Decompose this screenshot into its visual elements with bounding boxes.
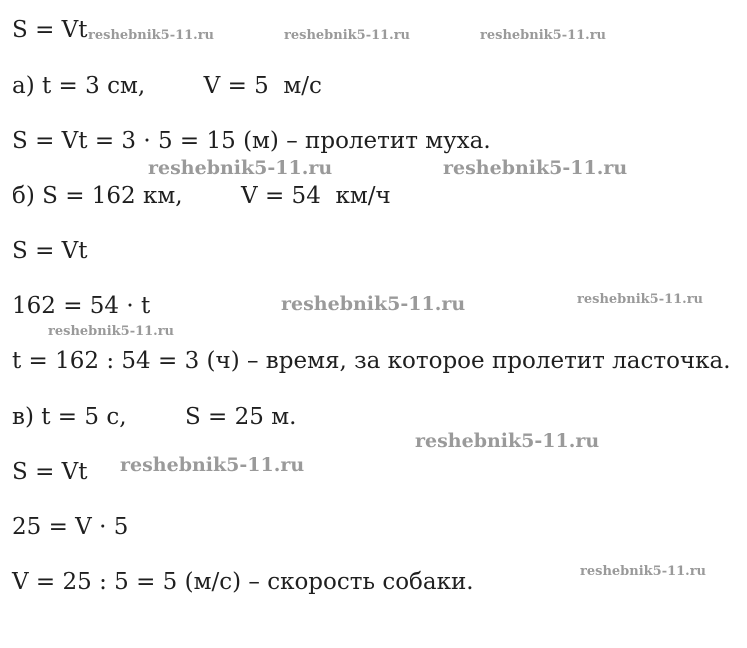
formula-line: S = Vt xyxy=(12,17,88,43)
watermark: reshebnik5-11.ru xyxy=(88,28,215,43)
watermark: reshebnik5-11.ru xyxy=(577,292,704,307)
case-a-solution: S = Vt = 3 · 5 = 15 (м) – пролетит муха. xyxy=(12,128,491,154)
watermark: reshebnik5-11.ru xyxy=(281,293,466,315)
case-c-formula: S = Vt xyxy=(12,459,88,485)
watermark: reshebnik5-11.ru xyxy=(48,324,175,339)
watermark: reshebnik5-11.ru xyxy=(580,564,707,579)
case-b-equation: 162 = 54 · t xyxy=(12,293,151,319)
case-b-solution: t = 162 : 54 = 3 (ч) – время, за которое пролетит ласточка. xyxy=(12,348,731,374)
case-b-given: б) S = 162 км, V = 54 км/ч xyxy=(12,183,391,209)
watermark: reshebnik5-11.ru xyxy=(148,157,333,179)
watermark: reshebnik5-11.ru xyxy=(415,430,600,452)
watermark: reshebnik5-11.ru xyxy=(443,157,628,179)
watermark: reshebnik5-11.ru xyxy=(284,28,411,43)
case-a-given: а) t = 3 см, V = 5 м/с xyxy=(12,73,322,99)
watermark: reshebnik5-11.ru xyxy=(120,454,305,476)
case-c-given: в) t = 5 с, S = 25 м. xyxy=(12,404,297,430)
watermark: reshebnik5-11.ru xyxy=(480,28,607,43)
case-b-formula: S = Vt xyxy=(12,238,88,264)
case-c-equation: 25 = V · 5 xyxy=(12,514,129,540)
case-c-solution: V = 25 : 5 = 5 (м/с) – скорость собаки. xyxy=(12,569,474,595)
